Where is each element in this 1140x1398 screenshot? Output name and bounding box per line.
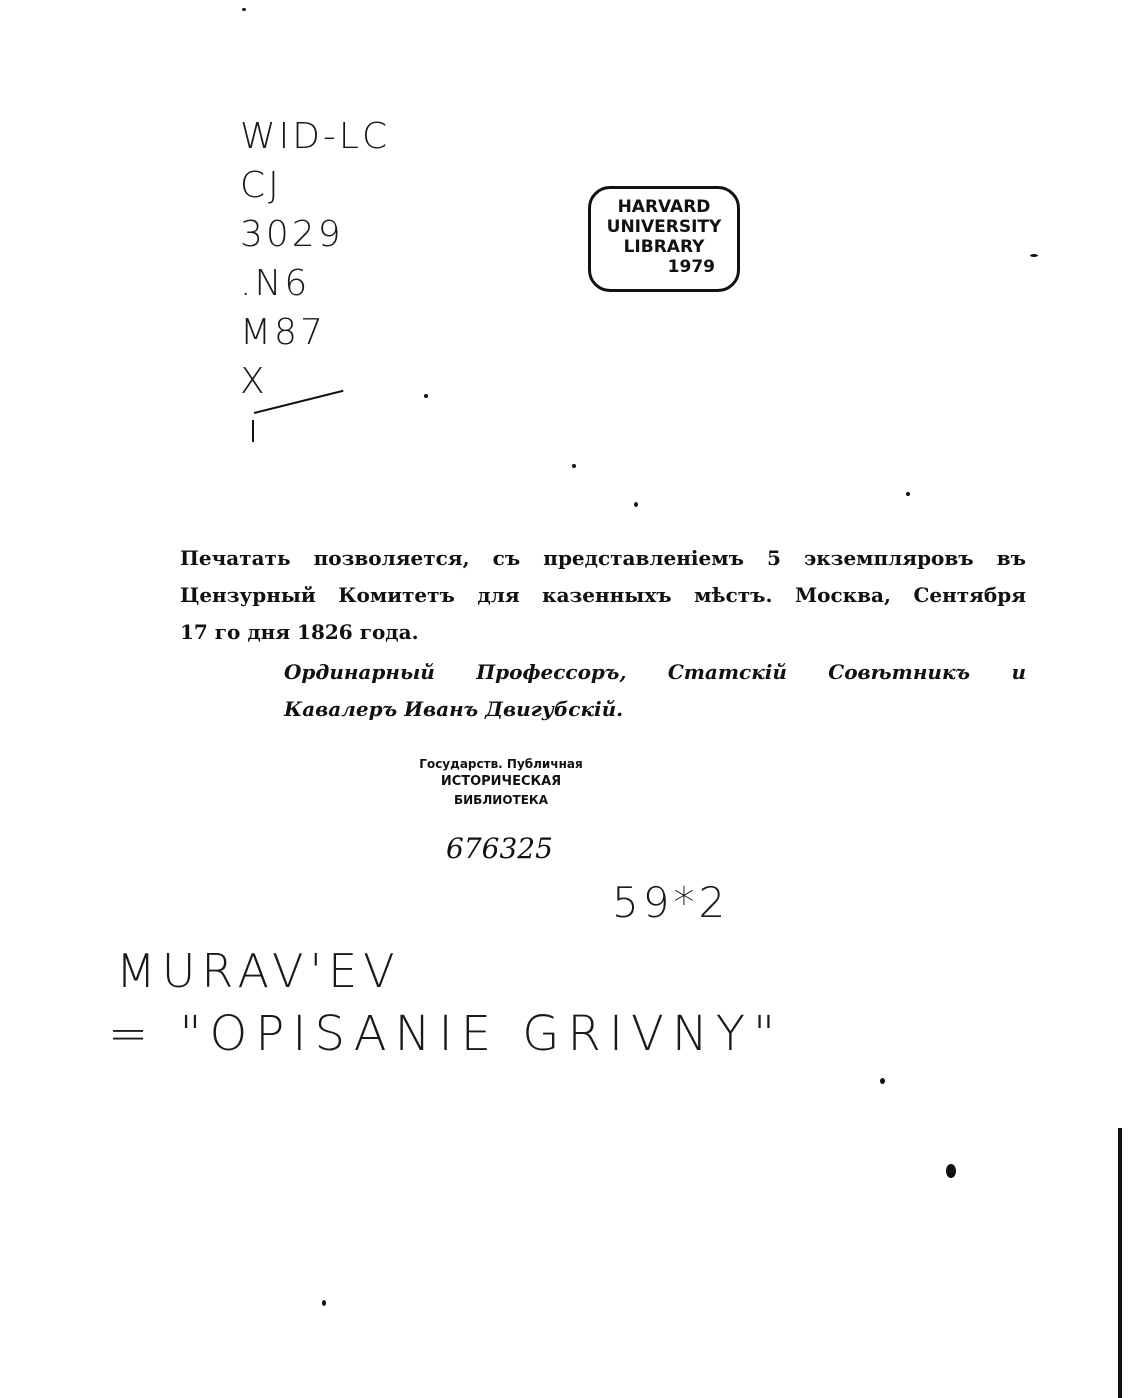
- scan-speck: [242, 8, 246, 11]
- call-number: [240, 112, 390, 406]
- censorship-line: Цензурный Комитетъ для казенныхъ мѣстъ. Москва, Сентября: [180, 583, 1026, 607]
- accession-number: 676325: [446, 832, 553, 865]
- stamp-line: UNIVERSITY: [606, 217, 722, 237]
- stamp-line: ИСТОРИЧЕСКАЯ: [440, 774, 562, 789]
- signer-line: Кавалеръ Иванъ Двигубскiй.: [284, 697, 624, 721]
- censor-signature: [284, 654, 1026, 728]
- scan-edge-line: [1118, 1128, 1122, 1398]
- stamp-date: 1979: [667, 257, 715, 277]
- historical-library-stamp: [418, 756, 584, 808]
- call-number-line: WID-LC: [240, 116, 391, 157]
- check-mark-tail: [252, 420, 254, 442]
- call-number-line: .N6: [240, 263, 311, 304]
- signer-line: Ординарный Профессоръ, Статскiй Совѣтникъ и: [284, 660, 1026, 684]
- scan-speck: [424, 394, 428, 398]
- censorship-line: Печатать позволяется, съ представленiемъ 5 экземпляровъ въ: [180, 546, 1026, 570]
- shelf-note: 59*2: [612, 878, 730, 927]
- handwritten-title: = "OPISANIE GRIVNY": [108, 1006, 784, 1062]
- call-number-line: X: [240, 361, 268, 402]
- scan-speck: [880, 1078, 885, 1084]
- stamp-line: HARVARD: [617, 197, 711, 217]
- stamp-line: LIBRARY: [623, 237, 705, 257]
- call-number-line: 3029: [240, 214, 344, 255]
- scan-speck: [322, 1300, 326, 1306]
- censorship-line: 17 го дня 1826 года.: [180, 620, 419, 644]
- censorship-approval: [180, 540, 1026, 651]
- call-number-line: CJ: [240, 165, 282, 206]
- scan-speck: [634, 502, 638, 507]
- scan-speck: [946, 1164, 956, 1178]
- call-number-line: M87: [240, 312, 326, 353]
- stamp-line: БИБЛИОТЕКА: [453, 793, 549, 807]
- handwritten-author: MURAV'EV: [116, 944, 401, 998]
- scan-speck: [906, 492, 910, 496]
- scan-speck: [1030, 254, 1038, 257]
- stamp-line: Государств. Публичная: [419, 757, 583, 771]
- harvard-library-stamp: [588, 186, 740, 292]
- scan-speck: [572, 464, 576, 468]
